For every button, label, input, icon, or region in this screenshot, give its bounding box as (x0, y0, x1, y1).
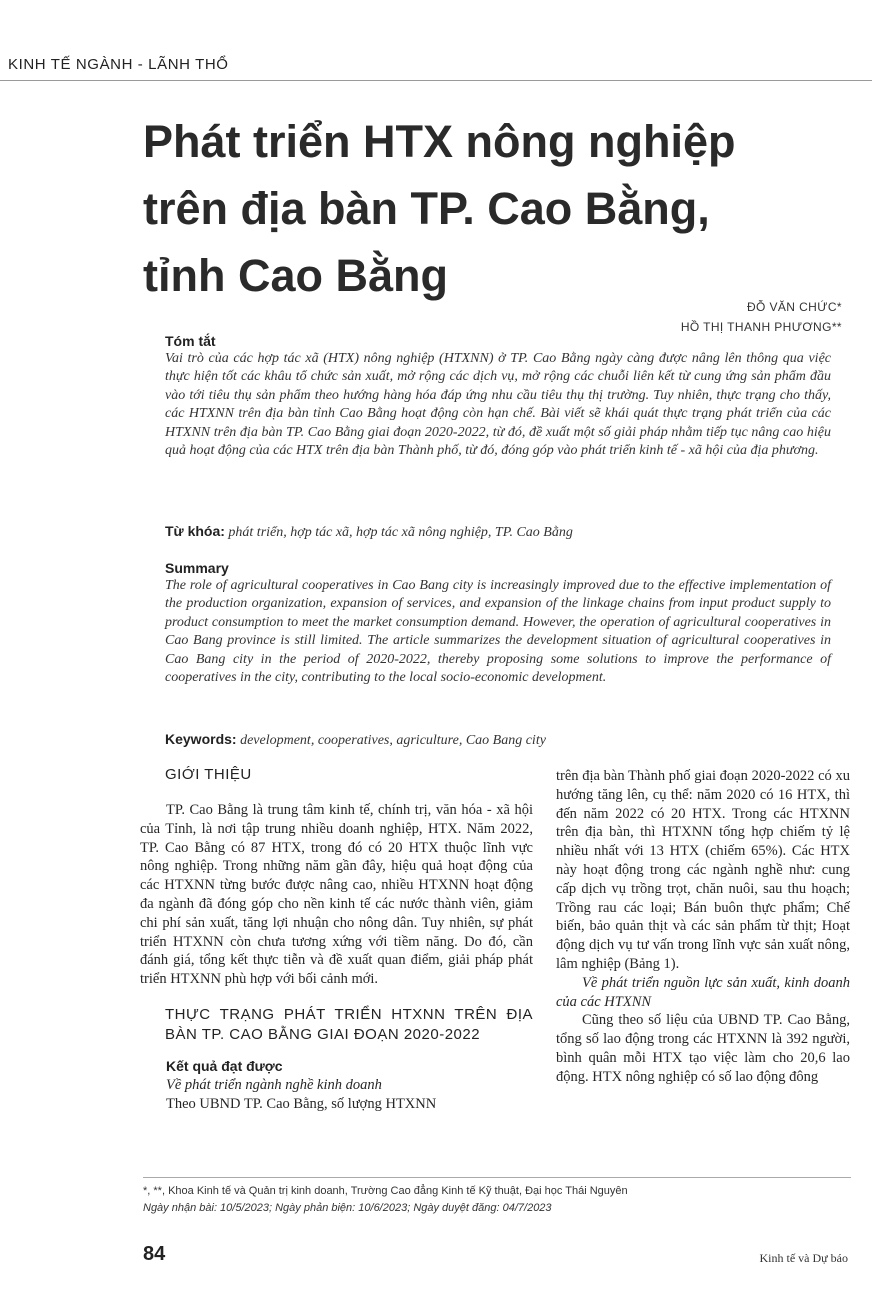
keywords-vi-text: phát triển, hợp tác xã, hợp tác xã nông nghiệp, TP. Cao Bằng (228, 525, 573, 540)
intro-paragraph: TP. Cao Bằng là trung tâm kinh tế, chính trị, văn hóa - xã hội của Tỉnh, là nơi tập trung nhiều doanh nghiệp, HTX. Năm 2022, TP. Cao Bằng có 87 HTX, trong đó có 20 HTX thuộc lĩnh vực nông nghiệp. Trong những năm gần đây, hiệu quả hoạt động của các HTXNN từng bước được nâng cao, nhiều HTXNN hoạt động đa ngành đã đóng góp cho nền kinh tế các nước thành viên, giảm chi phí sản xuất, tăng lợi nhuận cho nông dân. Tuy nhiên, sự phát triển HTXNN còn chưa tương xứng với tiềm năng. Do đó, cần đánh giá, tổng kết thực tiễn và đề xuất quan điểm, giải pháp phát triển HTXNN phù hợp với bối cảnh mới. (140, 802, 533, 988)
subsection-heading: Kết quả đạt được (166, 1057, 283, 1074)
title-line-3: tỉnh Cao Bằng (143, 250, 448, 301)
abstract-en-heading: Summary (165, 560, 229, 576)
keywords-en-label: Keywords: (165, 731, 237, 747)
right-column (556, 767, 850, 1087)
title-line-2: trên địa bàn TP. Cao Bằng, (143, 183, 710, 234)
keywords-en-text: development, cooperatives, agriculture, Cao Bang city (240, 733, 546, 748)
footnote-affiliation: *, **, Khoa Kinh tế và Quản trị kinh doanh, Trường Cao đẳng Kinh tế Kỹ thuật, Đại học Thái Nguyên (143, 1185, 628, 1197)
left-column (140, 765, 533, 1114)
labor-paragraph: Cũng theo số liệu của UBND TP. Cao Bằng, tổng số lao động trong các HTXNN là 392 người, bình quân mỗi HTX tạo việc làm cho 20,6 lao động. HTX nông nghiệp có số lao động đông (556, 1012, 850, 1085)
business-development-subheading: Về phát triển ngành nghề kinh doanh (166, 1076, 382, 1093)
author-2: HỒ THỊ THANH PHƯƠNG** (680, 320, 842, 334)
abstract-en (165, 559, 831, 687)
footnote-rule (143, 1177, 851, 1178)
keywords-vi-label: Từ khóa: (165, 523, 225, 539)
title-line-1: Phát triển HTX nông nghiệp (143, 116, 736, 167)
author-1: ĐỖ VĂN CHỨC* (746, 300, 842, 314)
journal-name: Kinh tế và Dự báo (759, 1251, 848, 1265)
keywords-en (165, 730, 831, 750)
authors (681, 297, 842, 337)
article-title (143, 108, 853, 309)
abstract-en-text: The role of agricultural cooperatives in Cao Bang city is increasingly improved due to the effective implementation of the production organization, expansion of services, and expansion of the linkage chains from input product supply to product consumption to meet the market consumption demand. However, the operation of agricultural cooperatives in Cao Bang province is still limited. The article summarizes the development situation of agricultural cooperatives in Cao Bang city in the period of 2020-2022, thereby proposing some solutions to improve the performance of cooperatives in the city, contributing to the local socio-economic development. (165, 578, 831, 686)
paragraph-2-start: Theo UBND TP. Cao Bằng, số lượng HTXNN (166, 1095, 437, 1112)
section-2-heading: THỰC TRẠNG PHÁT TRIỂN HTXNN TRÊN ĐỊA BÀN TP. CAO BẰNG GIAI ĐOẠN 2020-2022 (165, 1005, 533, 1043)
footnote-dates: Ngày nhận bài: 10/5/2023; Ngày phản biện: 10/6/2023; Ngày duyệt đăng: 04/7/2023 (143, 1202, 552, 1214)
keywords-vi (165, 522, 831, 542)
resources-subheading: Về phát triển nguồn lực sản xuất, kinh doanh của các HTXNN (556, 974, 850, 1010)
section-header: KINH TẾ NGÀNH - LÃNH THỔ (8, 56, 229, 73)
header-rule (0, 80, 872, 81)
intro-heading: GIỚI THIỆU (165, 766, 252, 783)
paragraph-continued: trên địa bàn Thành phố giai đoạn 2020-2022 có xu hướng tăng lên, cụ thể: năm 2020 có 16 HTX, thì đến năm 2022 có 20 HTX. Trong các HTXNN trên địa bàn, thì HTXNN tổng hợp chiếm tỷ lệ nhiều nhất với 13 HTX (chiếm 65%). Các HTX này hoạt động trong các ngành nghề như: cung cấp dịch vụ trồng trọt, chăn nuôi, sau thu hoạch; Trồng rau các loại; Bán buôn thực phẩm; Chế biến, bảo quản thịt và các sản phẩm từ thịt; Hoạt động dịch vụ tư vấn trong lĩnh vực sản xuất nông, lâm nghiệp (Bảng 1). (556, 768, 850, 972)
abstract-vi-heading: Tóm tắt (165, 333, 216, 349)
footnote (143, 1183, 851, 1217)
abstract-vi-text: Vai trò của các hợp tác xã (HTX) nông nghiệp (HTXNN) ở TP. Cao Bằng ngày càng được nâng lên thông qua việc thực hiện tốt các khâu tổ chức sản xuất, mở rộng các dịch vụ, mở rộng các chuỗi liên kết từ cung ứng sản phẩm đầu vào tới tiêu thụ sản phẩm theo hướng hàng hóa đáp ứng nhu cầu tiêu thụ thị trường. Tuy nhiên, thực trạng cho thấy, các HTXNN trên địa bàn tỉnh Cao Bằng hoạt động còn hạn chế. Bài viết sẽ khái quát thực trạng phát triển của các HTXNN trên địa bàn TP. Cao Bằng giai đoạn 2020-2022, từ đó, đề xuất một số giải pháp nhằm tiếp tục nâng cao hiệu quả hoạt động của các HTX trên địa bàn Thành phố, từ đó, đóng góp vào phát triển kinh tế - xã hội của địa phương. (165, 351, 831, 459)
abstract-vi (165, 332, 831, 460)
page-number: 84 (143, 1243, 166, 1265)
